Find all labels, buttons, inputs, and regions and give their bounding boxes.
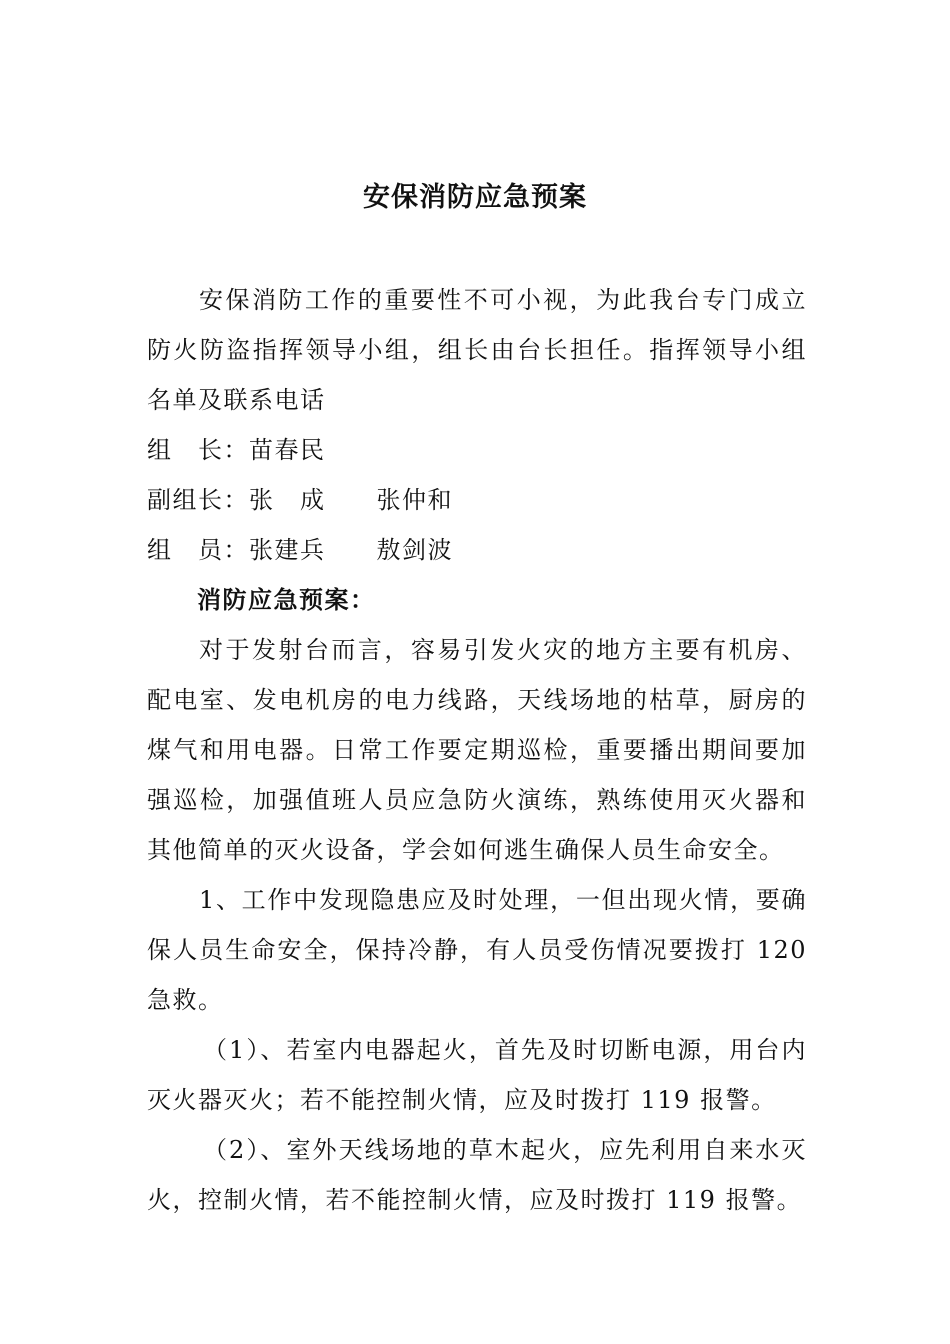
roster-leader: 组 长：苗春民 <box>147 436 326 464</box>
item-1-2-paragraph: （2）、室外天线场地的草木起火，应先利用自来水灭火，控制火情，若不能控制火情，应及时拨打 119 报警。 <box>147 1136 807 1214</box>
intro-paragraph: 安保消防工作的重要性不可小视，为此我台专门成立防火防盗指挥领导小组，组长由台长担任。指挥领导小组名单及联系电话 <box>147 286 807 414</box>
item-1-1-paragraph: （1）、若室内电器起火，首先及时切断电源，用台内灭火器灭火；若不能控制火情，应及时拨打 119 报警。 <box>147 1036 807 1114</box>
section-heading: 消防应急预案： <box>197 586 376 614</box>
roster-members: 组 员：张建兵 敖剑波 <box>147 536 453 564</box>
document-body <box>147 275 807 1225</box>
document-title: 安保消防应急预案 <box>363 182 587 213</box>
roster-deputy: 副组长：张 成 张仲和 <box>147 486 453 514</box>
item-1-paragraph: 1、工作中发现隐患应及时处理，一但出现火情，要确保人员生命安全，保持冷静，有人员受伤情况要拨打 120 急救。 <box>147 886 807 1014</box>
risk-paragraph: 对于发射台而言，容易引发火灾的地方主要有机房、配电室、发电机房的电力线路，天线场地的枯草，厨房的煤气和用电器。日常工作要定期巡检，重要播出期间要加强巡检，加强值班人员应急防火演练，熟练使用灭火器和其他简单的灭火设备，学会如何逃生确保人员生命安全。 <box>147 636 807 864</box>
